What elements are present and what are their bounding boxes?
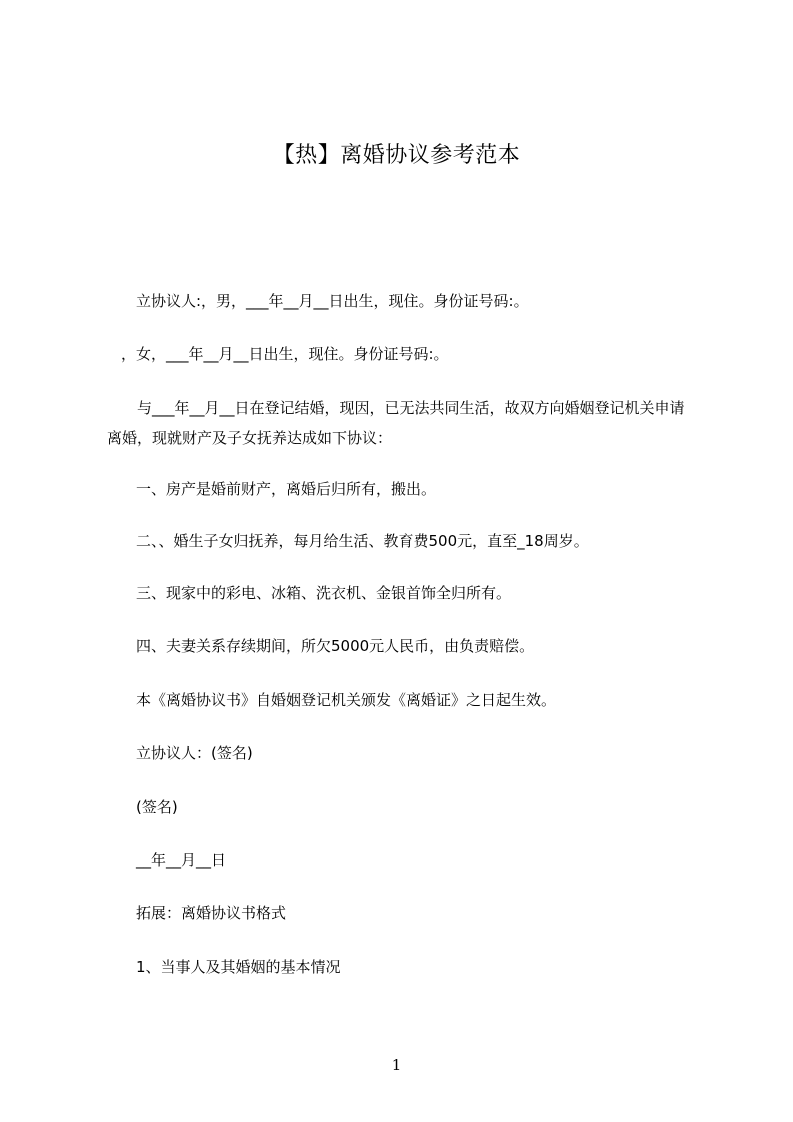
paragraph-clause-4: 四、夫妻关系存续期间，所欠5000元人民币，由负责赔偿。 — [136, 637, 535, 655]
paragraph-extension-heading: 拓展：离婚协议书格式 — [136, 904, 287, 922]
paragraph-party-1: 立协议人:，男，___年__月__日出生，现住。身份证号码:。 — [136, 292, 529, 310]
paragraph-date: __年__月__日 — [136, 851, 227, 869]
page-number: 1 — [391, 1056, 402, 1074]
paragraph-effective: 本《离婚协议书》自婚姻登记机关颁发《离婚证》之日起生效。 — [136, 691, 557, 709]
paragraph-intro: 与___年__月__日在登记结婚，现因，已无法共同生活，故双方向婚姻登记机关申请离婚，现就财产及子女抚养达成如下协议： — [107, 399, 685, 447]
paragraph-clause-3: 三、现家中的彩电、冰箱、洗衣机、金银首饰全归所有。 — [136, 584, 512, 602]
paragraph-signature-2: (签名) — [136, 798, 178, 816]
paragraph-clause-2: 二、、婚生子女归抚养，每月给生活、教育费500元，直至_18周岁。 — [136, 532, 589, 550]
paragraph-signature-1: 立协议人：(签名) — [136, 744, 253, 762]
paragraph-clause-1: 一、房产是婚前财产，离婚后归所有，搬出。 — [136, 480, 437, 498]
paragraph-section-1: 1、当事人及其婚姻的基本情况 — [136, 958, 341, 976]
document-title: 【热】离婚协议参考范本 — [272, 143, 521, 168]
paragraph-party-2: ，女，___年__月__日出生，现住。身份证号码:。 — [121, 345, 449, 363]
